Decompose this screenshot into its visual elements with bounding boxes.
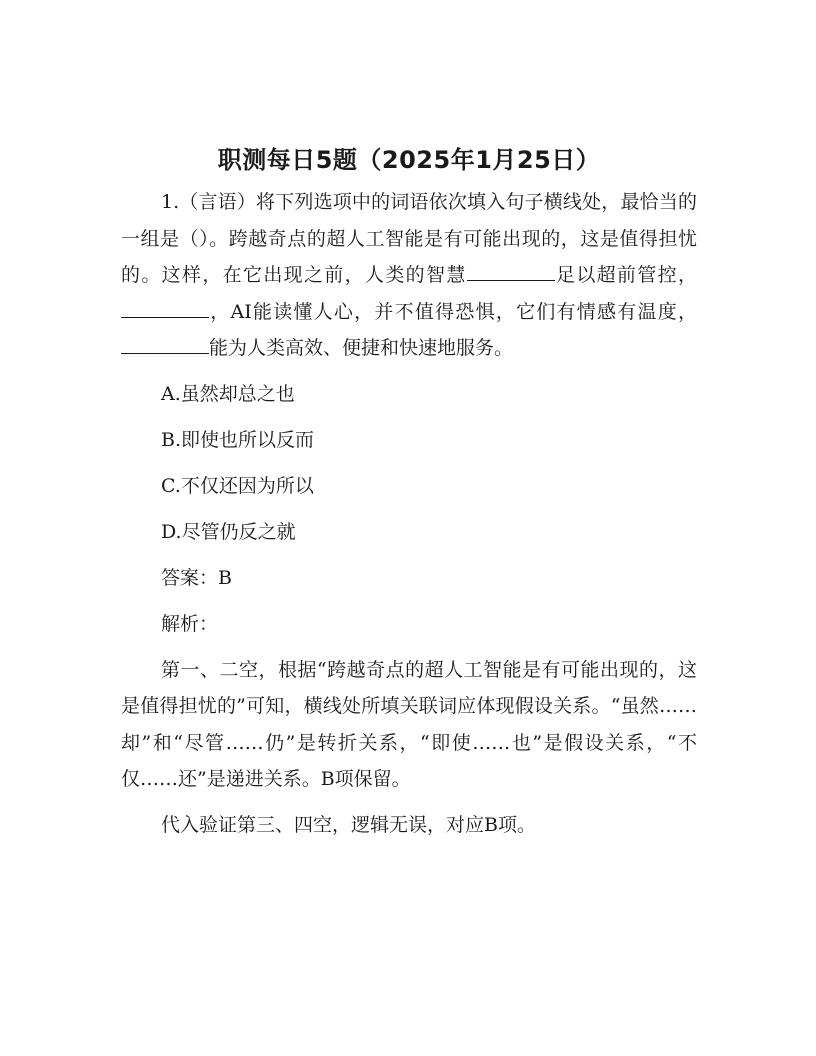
question-stem <box>121 184 697 367</box>
blank-2 <box>121 299 209 318</box>
document-title: 职测每日5题（2025年1月25日） <box>217 146 601 174</box>
blank-3 <box>121 335 209 354</box>
analysis-paragraph-1: 第一、二空，根据“跨越奇点的超人工智能是有可能出现的，这是值得担忧的”可知，横线处所填关联词应体现假设关系。“虽然……却”和“尽管……仍”是转折关系，“即使……也”是假设关系，“不仅……还”是递进关系。B项保留。 <box>121 658 697 790</box>
option-b: B.即使也所以反而 <box>161 428 315 451</box>
analysis-label: 解析： <box>161 612 219 635</box>
answer: 答案：B <box>161 566 232 589</box>
analysis-paragraph-2: 代入验证第三、四空，逻辑无误，对应B项。 <box>161 813 536 836</box>
question-stem-part1: 1.（言语）将下列选项中的词语依次填入句子横线处，最恰当的一组是（）。跨越奇点的超人工智能是有可能出现的，这是值得担忧的。这样，在它出现之前，人类的智慧 <box>121 191 697 286</box>
option-c: C.不仅还因为所以 <box>161 474 314 497</box>
option-a: A.虽然却总之也 <box>161 382 295 405</box>
question-stem-part2: 足以超前管控， <box>554 264 697 286</box>
question-stem-part4: 能为人类高效、便捷和快速地服务。 <box>209 337 514 359</box>
document-page <box>121 140 697 843</box>
blank-1 <box>467 262 555 281</box>
question-stem-part3: ，AI能读懂人心，并不值得恐惧，它们有情感有温度， <box>209 300 697 323</box>
option-d: D.尽管仍反之就 <box>161 520 296 543</box>
